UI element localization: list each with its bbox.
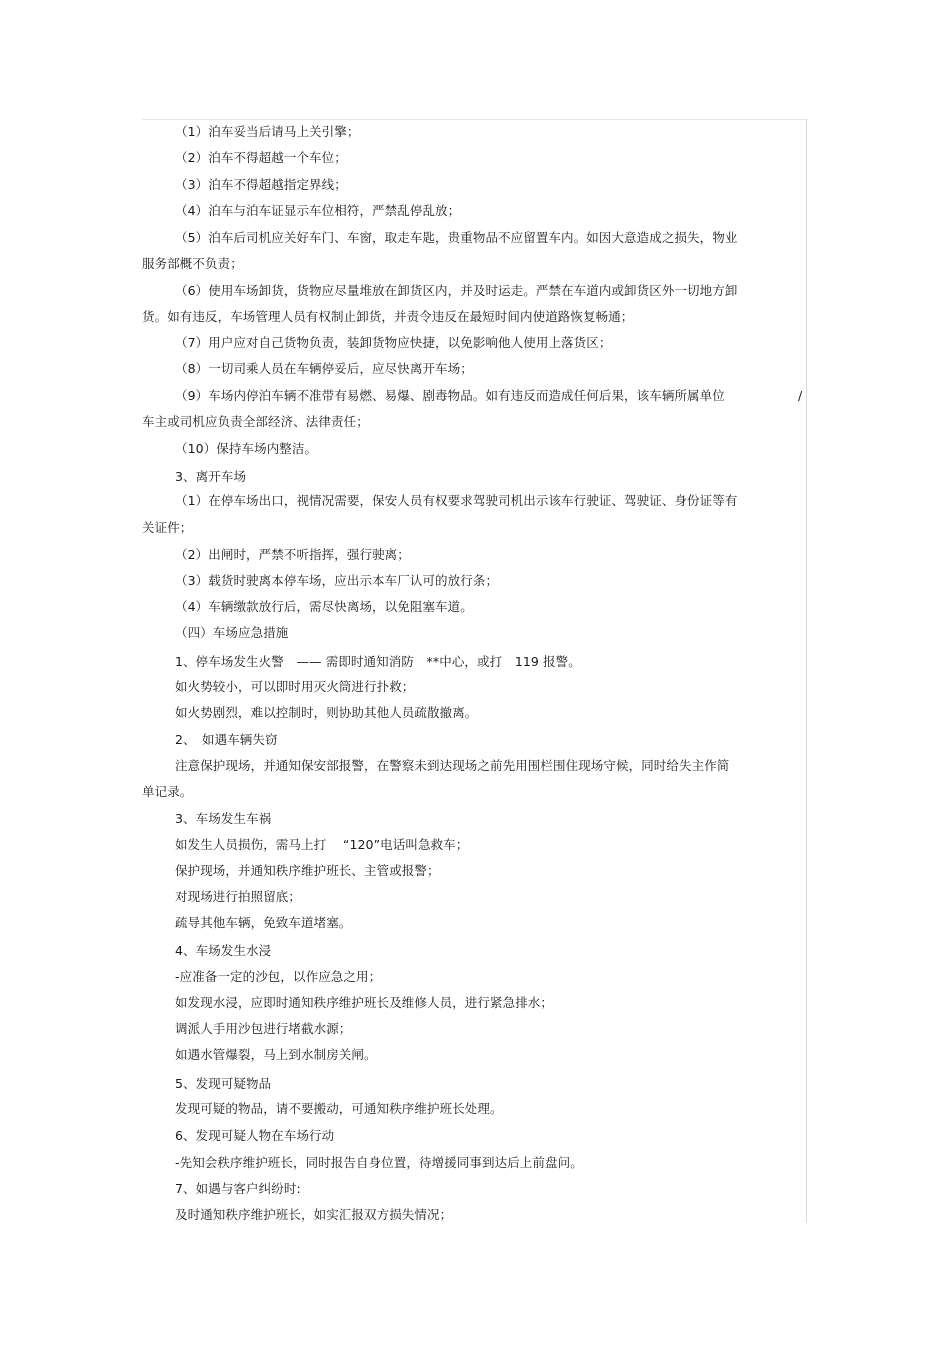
text-line: 及时通知秩序维护班长，如实汇报双方损失情况； xyxy=(175,1207,453,1222)
section-heading: 6、发现可疑人物在车场行动 xyxy=(175,1128,335,1143)
text-line: -应准备一定的沙包，以作应急之用； xyxy=(175,969,382,984)
section-heading: 3、离开车场 xyxy=(175,469,247,484)
text-line: 注意保护现场，并通知保安部报警，在警察未到达现场之前先用围栏围住现场守候，同时给失主作简 xyxy=(175,758,730,773)
text-line: 关证件； xyxy=(142,520,193,535)
page-frame-right xyxy=(806,119,807,1223)
text-line: （1）在停车场出口，视情况需要，保安人员有权要求驾驶司机出示该车行驶证、驾驶证、身份证等有 xyxy=(175,493,738,508)
text-line: 车主或司机应负责全部经济、法律责任； xyxy=(142,414,369,429)
text-line: （8）一切司乘人员在车辆停妥后，应尽快离开车场； xyxy=(175,361,473,376)
slash-mark: / xyxy=(798,388,803,403)
section-heading: 7、如遇与客户纠纷时: xyxy=(175,1181,301,1196)
text-line: 如遇水管爆裂，马上到水制房关闸。 xyxy=(175,1047,377,1062)
text-line: 如发现水浸，应即时通知秩序维护班长及维修人员，进行紧急排水； xyxy=(175,995,554,1010)
section-heading: 5、发现可疑物品 xyxy=(175,1076,272,1091)
text-line: 货。如有违反，车场管理人员有权制止卸货，并责令违反在最短时间内使道路恢复畅通； xyxy=(142,309,634,324)
text-line: （2）出闸时，严禁不听指挥，强行驶离； xyxy=(175,547,410,562)
section-heading: 2、 如遇车辆失窃 xyxy=(175,732,278,747)
section-heading: 3、车场发生车祸 xyxy=(175,811,272,826)
text-line: （5）泊车后司机应关好车门、车窗，取走车匙，贵重物品不应留置车内。如因大意造成之损失，物业 xyxy=(175,230,738,245)
text-line: 如发生人员损伤，需马上打 “120”电话叫急救车； xyxy=(175,837,469,852)
text-line: （6）使用车场卸货，货物应尽量堆放在卸货区内，并及时运走。严禁在车道内或卸货区外一切地方卸 xyxy=(175,283,738,298)
text-line: 如火势剧烈，难以控制时，则协助其他人员疏散撤离。 xyxy=(175,705,478,720)
section-heading: 4、车场发生水浸 xyxy=(175,943,272,958)
text-line: （1）泊车妥当后请马上关引擎； xyxy=(175,124,360,139)
text-line: -先知会秩序维护班长，同时报告自身位置，待增援同事到达后上前盘问。 xyxy=(175,1155,583,1170)
text-line: （9）车场内停泊车辆不准带有易燃、易爆、剧毒物品。如有违反而造成任何后果，该车辆所属单位 xyxy=(175,388,725,403)
text-line: 疏导其他车辆，免致车道堵塞。 xyxy=(175,915,352,930)
text-line: 对现场进行拍照留底； xyxy=(175,889,302,904)
text-line: 保护现场，并通知秩序维护班长、主管或报警； xyxy=(175,863,440,878)
text-line: 发现可疑的物品，请不要搬动，可通知秩序维护班长处理。 xyxy=(175,1101,503,1116)
text-line: （4）车辆缴款放行后，需尽快离场，以免阻塞车道。 xyxy=(175,599,473,614)
text-line: （3）载货时驶离本停车场，应出示本车厂认可的放行条； xyxy=(175,573,499,588)
text-line: （7）用户应对自己货物负责，装卸货物应快捷，以免影响他人使用上落货区； xyxy=(175,335,612,350)
text-line: （10）保持车场内整洁。 xyxy=(175,441,318,456)
section-heading: （四）车场应急措施 xyxy=(175,625,289,640)
text-line: （2）泊车不得超越一个车位； xyxy=(175,150,347,165)
text-line: 如火势较小，可以即时用灭火筒进行扑救； xyxy=(175,679,415,694)
text-line: 单记录。 xyxy=(142,784,193,799)
text-line: （4）泊车与泊车证显示车位相符，严禁乱停乱放； xyxy=(175,203,461,218)
text-line: 服务部概不负责； xyxy=(142,256,243,271)
text-line: 1、停车场发生火警 —— 需即时通知消防 **中心，或打 119 报警。 xyxy=(175,654,581,669)
text-line: （3）泊车不得超越指定界线； xyxy=(175,177,347,192)
text-line: 调派人手用沙包进行堵截水源； xyxy=(175,1021,352,1036)
page-frame-top xyxy=(142,119,807,120)
